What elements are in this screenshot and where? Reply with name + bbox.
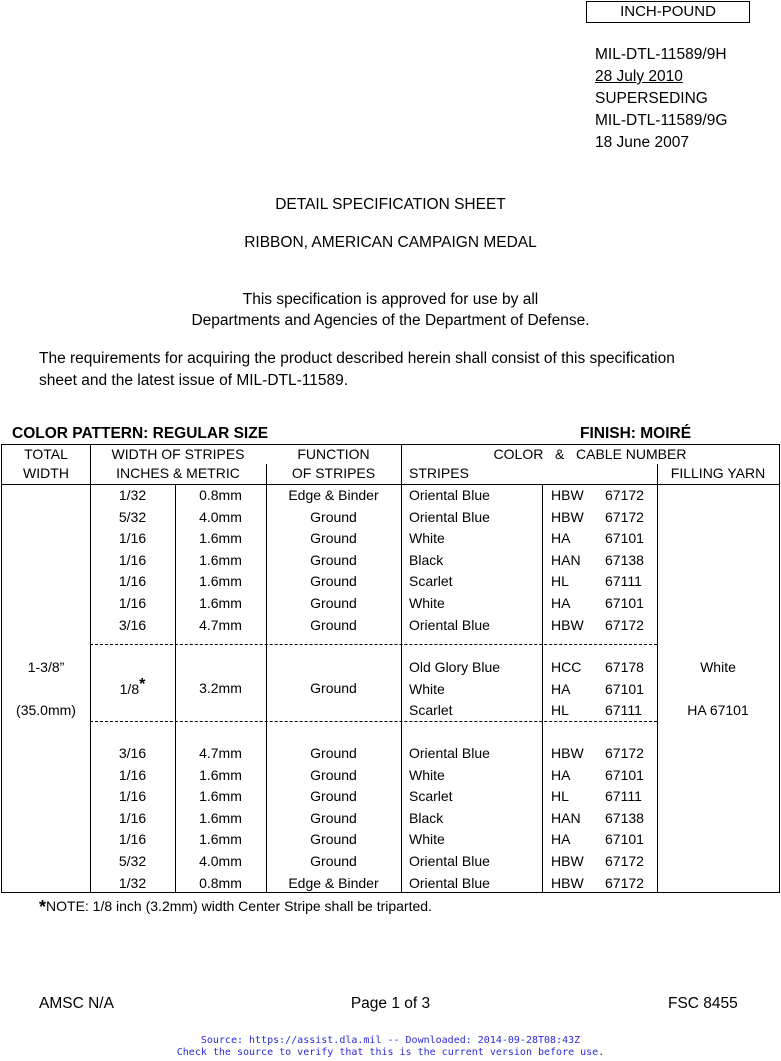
cable-number: 67172	[605, 508, 644, 525]
cable-code: HBW	[551, 616, 584, 633]
stripe-function: Ground	[310, 530, 357, 547]
cable-number: 67111	[605, 573, 642, 590]
header-total: TOTAL	[24, 446, 68, 462]
cable-code: HA	[551, 530, 571, 547]
stripe-function: Ground	[310, 788, 357, 805]
stripe-width-mm: 1.6mm	[199, 766, 242, 783]
stripe-width-inch: 1/16	[118, 831, 147, 848]
doc-number: MIL-DTL-11589/9H	[595, 46, 727, 63]
cable-code: HAN	[551, 809, 581, 826]
total-width-inch: 1-3/8”	[27, 659, 65, 675]
asterisk-mark: *	[139, 676, 146, 693]
stripe-width-inch: 1/16	[118, 766, 147, 783]
color-pattern-label: COLOR PATTERN: REGULAR SIZE	[12, 425, 269, 442]
cable-number: 67101	[605, 595, 644, 611]
stripe-width-mm: 1.6mm	[199, 788, 242, 805]
cable-number: 67101	[605, 680, 644, 697]
stripe-width-inch: 1/16	[118, 530, 147, 547]
fsc-label: FSC 8455	[668, 995, 738, 1012]
header-of-stripes: OF STRIPES	[291, 465, 376, 481]
center-inch-value: 1/8	[119, 681, 140, 697]
stripe-width-inch: 1/16	[118, 551, 147, 568]
stripe-function: Ground	[310, 573, 357, 590]
document-identifier	[595, 44, 727, 154]
cable-code: HBW	[551, 874, 584, 891]
stripe-width-mm: 4.7mm	[199, 616, 242, 633]
stripe-width-mm: 1.6mm	[199, 551, 242, 568]
stripe-width-inch: 1/16	[118, 809, 147, 826]
cable-number: 67172	[605, 745, 644, 761]
stripe-color: Scarlet	[409, 573, 453, 590]
stripe-width-mm: 0.8mm	[199, 487, 242, 503]
cable-code: HCC	[551, 659, 582, 675]
stripe-width-mm: 0.8mm	[199, 874, 242, 891]
total-width-mm: (35.0mm)	[16, 702, 76, 718]
stripe-width-inch: 1/32	[118, 487, 147, 503]
header-inches-metric: INCHES & METRIC	[116, 465, 240, 481]
stripe-color: White	[409, 831, 445, 848]
cable-code: HA	[551, 831, 571, 848]
stripe-color: Black	[409, 551, 444, 568]
asterisk-mark: *	[39, 897, 47, 917]
cable-code: HA	[551, 595, 571, 611]
stripe-function: Ground	[310, 831, 357, 848]
header-color-cable: COLOR & CABLE NUMBER	[493, 446, 687, 462]
cable-number: 67101	[605, 766, 644, 783]
col-divider	[401, 445, 402, 892]
requirements-paragraph	[39, 348, 759, 392]
stripe-color: Oriental Blue	[409, 616, 490, 633]
inch-pound-box: INCH-POUND	[586, 1, 750, 23]
stripe-color: White	[409, 680, 445, 697]
cable-number: 67101	[605, 530, 644, 547]
stripe-color: Scarlet	[409, 788, 453, 805]
stripe-width-inch: 5/32	[118, 853, 147, 869]
col-divider	[266, 464, 267, 892]
stripe-function: Ground	[310, 508, 357, 525]
center-stripe-function: Ground	[310, 680, 357, 696]
stripe-color: White	[409, 595, 445, 611]
footnote	[39, 897, 432, 918]
cable-number: 67101	[605, 831, 644, 848]
stripe-color: Scarlet	[409, 702, 453, 719]
source-line-2: Check the source to verify that this is the current version before use.	[176, 1047, 605, 1058]
cable-code: HL	[551, 702, 569, 719]
col-divider	[657, 464, 658, 892]
stripe-width-mm: 4.0mm	[199, 508, 242, 525]
cable-number: 67172	[605, 853, 644, 869]
finish-label: FINISH: MOIRÉ	[580, 425, 692, 442]
cable-number: 67172	[605, 616, 644, 633]
source-line-1: Source: https://assist.dla.mil -- Downloaded: 2014-09-28T08:43Z	[200, 1035, 581, 1046]
cable-number: 67138	[605, 551, 644, 568]
stripe-color: White	[409, 766, 445, 783]
stripe-color: Oriental Blue	[409, 508, 490, 525]
prev-doc-date: 18 June 2007	[595, 134, 689, 151]
header-divider	[2, 484, 779, 485]
stripe-color: Oriental Blue	[409, 745, 490, 761]
page-number: Page 1 of 3	[350, 995, 431, 1012]
stripe-width-mm: 1.6mm	[199, 530, 242, 547]
prev-doc-number: MIL-DTL-11589/9G	[595, 112, 728, 129]
stripe-function: Edge & Binder	[288, 874, 379, 891]
ribbon-title: RIBBON, AMERICAN CAMPAIGN MEDAL	[244, 234, 537, 251]
header-stripes: STRIPES	[409, 465, 469, 481]
stripe-width-inch: 5/32	[118, 508, 147, 525]
cable-number: 67178	[605, 659, 644, 675]
center-stripe-top-divider	[90, 644, 657, 645]
stripe-color: White	[409, 530, 445, 547]
stripe-width-mm: 1.6mm	[199, 831, 242, 848]
amsc-label: AMSC N/A	[39, 995, 114, 1012]
stripe-function: Ground	[310, 616, 357, 633]
cable-code: HBW	[551, 508, 584, 525]
requirements-line-2: sheet and the latest issue of MIL-DTL-11589.	[39, 372, 349, 389]
cable-number: 67111	[605, 788, 642, 805]
stripe-color: Oriental Blue	[409, 487, 490, 503]
stripe-width-mm: 4.7mm	[199, 745, 242, 761]
cable-code: HBW	[551, 853, 584, 869]
stripe-width-inch: 1/16	[118, 595, 147, 611]
header-filling-yarn: FILLING YARN	[670, 465, 766, 481]
stripe-width-inch: 1/32	[118, 874, 147, 891]
stripe-width-inch: 1/16	[118, 573, 147, 590]
cable-number: 67138	[605, 809, 644, 826]
stripe-function: Ground	[310, 745, 357, 761]
filling-yarn-color: White	[700, 659, 736, 675]
stripe-function: Ground	[310, 766, 357, 783]
stripe-width-mm: 1.6mm	[199, 573, 242, 590]
approval-line-1: This specification is approved for use by all	[242, 291, 539, 308]
stripe-function: Ground	[310, 551, 357, 568]
cable-code: HA	[551, 766, 571, 783]
center-stripe-mm: 3.2mm	[199, 680, 242, 696]
stripe-width-mm: 4.0mm	[199, 853, 242, 869]
cable-code: HL	[551, 573, 569, 590]
cable-number: 67111	[605, 702, 642, 719]
requirements-line-1: The requirements for acquiring the product described herein shall consist of this specification	[39, 350, 675, 367]
center-stripe-inch	[90, 676, 175, 699]
stripe-color: Old Glory Blue	[409, 659, 501, 675]
stripe-width-inch: 1/16	[118, 788, 147, 805]
stripe-function: Edge & Binder	[288, 487, 379, 503]
cable-code: HBW	[551, 487, 584, 503]
approval-line-2: Departments and Agencies of the Department of Defense.	[191, 312, 590, 329]
stripe-width-mm: 1.6mm	[199, 595, 242, 611]
header-width-of-stripes: WIDTH OF STRIPES	[111, 446, 245, 462]
cable-number: 67172	[605, 487, 644, 503]
stripe-color: Oriental Blue	[409, 874, 490, 891]
cable-code: HAN	[551, 551, 581, 568]
stripe-function: Ground	[310, 853, 357, 869]
stripe-function: Ground	[310, 595, 357, 611]
cable-number: 67172	[605, 874, 644, 891]
stripe-color: Black	[409, 809, 444, 826]
stripe-width-inch: 3/16	[118, 616, 147, 633]
filling-yarn-cable: HA 67101	[687, 702, 749, 718]
cable-code: HL	[551, 788, 569, 805]
col-divider	[542, 484, 543, 892]
stripe-width-inch: 3/16	[118, 745, 147, 761]
stripe-color: Oriental Blue	[409, 853, 490, 869]
color-pattern-table	[1, 444, 780, 893]
doc-date: 28 July 2010	[595, 68, 683, 85]
superseding-label: SUPERSEDING	[595, 90, 708, 107]
stripe-width-mm: 1.6mm	[199, 809, 242, 826]
sheet-title: DETAIL SPECIFICATION SHEET	[275, 196, 506, 213]
cable-code: HBW	[551, 745, 584, 761]
center-stripe-bottom-divider	[90, 721, 657, 722]
header-width: WIDTH	[23, 465, 69, 481]
stripe-function: Ground	[310, 809, 357, 826]
header-function: FUNCTION	[297, 446, 370, 462]
cable-code: HA	[551, 680, 571, 697]
note-text: NOTE: 1/8 inch (3.2mm) width Center Stripe shall be triparted.	[46, 898, 432, 914]
